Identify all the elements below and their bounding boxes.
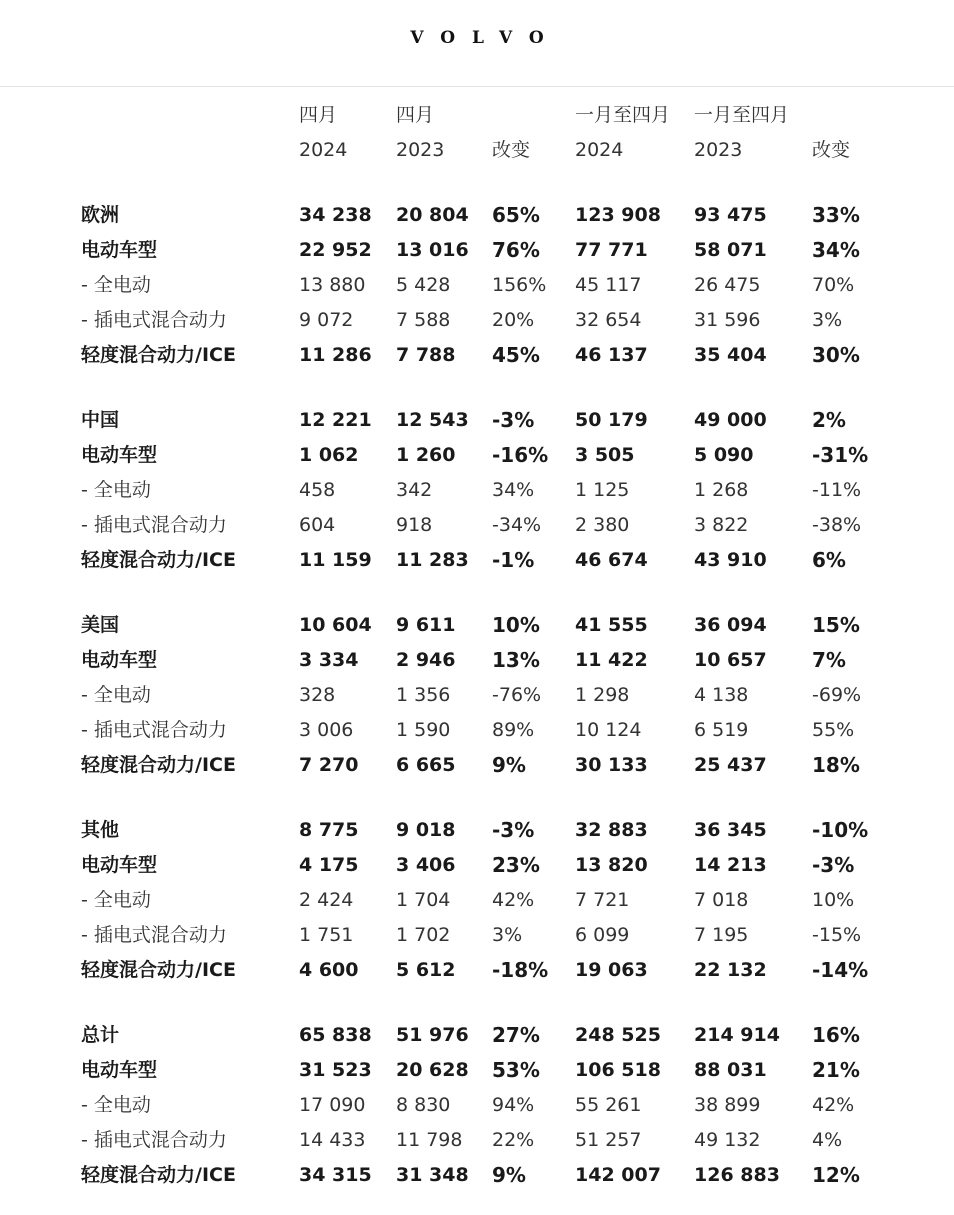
row-label: - 插电式混合动力 [81,514,227,536]
table-cell: 13 880 [299,274,366,296]
row-label: 电动车型 [81,239,158,261]
table-row [0,338,954,373]
table-cell: 14 213 [694,854,767,876]
table-cell: 34 315 [299,1164,372,1186]
page-header [0,0,954,87]
table-row [0,848,954,883]
header-cell: 四月 [396,104,435,126]
table-cell: 1 590 [396,719,451,741]
table-cell: 10 124 [575,719,642,741]
table-cell: -38% [812,514,862,536]
table-row [0,1088,954,1123]
table-cell: 1 751 [299,924,354,946]
table-row [0,233,954,268]
table-row [0,543,954,578]
table-cell: 42% [492,889,535,911]
table-cell: 20% [492,309,535,331]
table-cell: 21% [812,1058,860,1082]
table-cell: 2 380 [575,514,630,536]
table-cell: 13 016 [396,239,469,261]
table-row [0,1158,954,1193]
table-cell: -10% [812,818,869,842]
table-cell: 22 952 [299,239,372,261]
table-cell: 9 611 [396,614,456,636]
table-cell: 15% [812,613,860,637]
table-cell: 3 406 [396,854,456,876]
table-row [0,643,954,678]
row-label: - 插电式混合动力 [81,924,227,946]
table-cell: 9% [492,753,526,777]
table-cell: -69% [812,684,862,706]
table-cell: 342 [396,479,433,501]
table-cell: 65% [492,203,540,227]
table-cell: 1 356 [396,684,451,706]
table-cell: -16% [492,443,549,467]
table-cell: 3 505 [575,444,635,466]
table-cell: 5 428 [396,274,451,296]
table-cell: -11% [812,479,862,501]
table-cell: -34% [492,514,542,536]
table-cell: 23% [492,853,540,877]
table-row [0,508,954,543]
table-cell: 31 348 [396,1164,469,1186]
table-cell: 88 031 [694,1059,767,1081]
row-label: - 插电式混合动力 [81,1129,227,1151]
header-cell: 一月至四月 [694,104,790,126]
row-label: 轻度混合动力/ICE [81,344,236,366]
row-label: 总计 [81,1024,120,1046]
row-label: 轻度混合动力/ICE [81,549,236,571]
table-cell: 42% [812,1094,855,1116]
table-cell: -31% [812,443,869,467]
table-cell: 55 261 [575,1094,642,1116]
table-cell: 46 674 [575,549,648,571]
table-cell: 20 628 [396,1059,469,1081]
table-cell: 33% [812,203,860,227]
table-row-region [0,608,954,643]
table-cell: 1 062 [299,444,359,466]
table-cell: 19 063 [575,959,648,981]
table-cell: 5 612 [396,959,456,981]
row-label: 电动车型 [81,854,158,876]
table-row [0,953,954,988]
header-cell: 改变 [492,139,531,161]
table-cell: 4 175 [299,854,359,876]
table-cell: 142 007 [575,1164,661,1186]
table-cell: 30 133 [575,754,648,776]
table-cell: 14 433 [299,1129,366,1151]
table-cell: 6 665 [396,754,456,776]
table-cell: 12 543 [396,409,469,431]
table-cell: 35 404 [694,344,767,366]
table-cell: 13 820 [575,854,648,876]
table-cell: 10% [492,613,540,637]
table-cell: 18% [812,753,860,777]
table-cell: 50 179 [575,409,648,431]
table-cell: 31 596 [694,309,761,331]
row-label: 电动车型 [81,444,158,466]
table-cell: 10 604 [299,614,372,636]
volvo-logo: VOLVO [410,28,561,48]
table-cell: 11 283 [396,549,469,571]
table-cell: 38 899 [694,1094,761,1116]
table-cell: 45% [492,343,540,367]
header-cell: 2024 [575,139,624,161]
table-cell: -18% [492,958,549,982]
table-cell: 49 132 [694,1129,761,1151]
row-label: - 全电动 [81,889,151,911]
row-label: 轻度混合动力/ICE [81,959,236,981]
table-row [0,473,954,508]
table-cell: 156% [492,274,547,296]
table-cell: 58 071 [694,239,767,261]
table-cell: 6% [812,548,846,572]
table-cell: 8 830 [396,1094,451,1116]
table-cell: -1% [492,548,535,572]
table-row-region [0,198,954,233]
row-label: - 全电动 [81,684,151,706]
table-cell: 7 588 [396,309,451,331]
header-row-period [0,98,954,133]
table-cell: 30% [812,343,860,367]
table-cell: 1 125 [575,479,630,501]
table-cell: 10% [812,889,855,911]
table-row [0,303,954,338]
table-cell: 2 946 [396,649,456,671]
header-row-year [0,133,954,168]
table-cell: -15% [812,924,862,946]
table-cell: 34% [492,479,535,501]
table-cell: 328 [299,684,336,706]
table-cell: 25 437 [694,754,767,776]
table-cell: 7 721 [575,889,630,911]
header-cell: 一月至四月 [575,104,671,126]
table-cell: 3% [492,924,523,946]
table-cell: 5 090 [694,444,754,466]
table-cell: 11 798 [396,1129,463,1151]
row-label: - 插电式混合动力 [81,719,227,741]
table-row-region [0,1018,954,1053]
table-cell: 93 475 [694,204,767,226]
row-label: - 全电动 [81,479,151,501]
table-cell: 7% [812,648,846,672]
table-cell: 7 195 [694,924,749,946]
table-row-region [0,403,954,438]
header-cell: 2024 [299,139,348,161]
table-cell: 22 132 [694,959,767,981]
table-cell: 27% [492,1023,540,1047]
table-cell: 17 090 [299,1094,366,1116]
header-cell: 2023 [694,139,743,161]
row-label: - 插电式混合动力 [81,309,227,331]
table-cell: 11 422 [575,649,648,671]
row-label: - 全电动 [81,1094,151,1116]
table-row [0,748,954,783]
table-cell: 126 883 [694,1164,780,1186]
row-label: 中国 [81,409,120,431]
row-label: 轻度混合动力/ICE [81,1164,236,1186]
table-cell: 32 883 [575,819,648,841]
table-cell: 3 006 [299,719,354,741]
table-cell: 51 257 [575,1129,642,1151]
table-cell: 2 424 [299,889,354,911]
table-cell: 7 270 [299,754,359,776]
table-cell: 4 600 [299,959,359,981]
table-row [0,918,954,953]
table-row [0,1123,954,1158]
table-cell: 36 345 [694,819,767,841]
table-cell: 1 260 [396,444,456,466]
table-cell: 9 072 [299,309,354,331]
table-cell: 94% [492,1094,535,1116]
table-cell: 4 138 [694,684,749,706]
table-cell: 1 704 [396,889,451,911]
table-cell: -3% [812,853,855,877]
table-cell: 55% [812,719,855,741]
header-cell: 2023 [396,139,445,161]
row-label: 欧洲 [81,204,120,226]
table-cell: 918 [396,514,433,536]
table-cell: 53% [492,1058,540,1082]
table-cell: -3% [492,818,535,842]
table-row [0,713,954,748]
table-cell: 458 [299,479,336,501]
table-cell: 41 555 [575,614,648,636]
table-cell: 13% [492,648,540,672]
table-cell: -14% [812,958,869,982]
row-label: 电动车型 [81,649,158,671]
table-cell: 10 657 [694,649,767,671]
row-label: 轻度混合动力/ICE [81,754,236,776]
table-cell: 1 702 [396,924,451,946]
table-cell: 32 654 [575,309,642,331]
table-cell: 1 268 [694,479,749,501]
table-cell: 1 298 [575,684,630,706]
table-row-region [0,813,954,848]
table-cell: 43 910 [694,549,767,571]
table-cell: 6 519 [694,719,749,741]
table-cell: 11 286 [299,344,372,366]
table-row [0,678,954,713]
table-row [0,268,954,303]
table-row [0,1053,954,1088]
table-cell: 123 908 [575,204,661,226]
table-cell: 51 976 [396,1024,469,1046]
row-label: 美国 [81,614,120,636]
header-cell: 四月 [299,104,338,126]
table-cell: 3% [812,309,843,331]
table-cell: 3 334 [299,649,359,671]
table-cell: 9 018 [396,819,456,841]
table-cell: 11 159 [299,549,372,571]
table-cell: 26 475 [694,274,761,296]
table-cell: 45 117 [575,274,642,296]
table-cell: 3 822 [694,514,749,536]
table-cell: 77 771 [575,239,648,261]
header-cell: 改变 [812,139,851,161]
table-cell: 65 838 [299,1024,372,1046]
table-cell: 214 914 [694,1024,780,1046]
table-cell: 34 238 [299,204,372,226]
table-cell: 34% [812,238,860,262]
table-cell: 604 [299,514,336,536]
table-row [0,438,954,473]
table-cell: 16% [812,1023,860,1047]
table-cell: 49 000 [694,409,767,431]
table-cell: 106 518 [575,1059,661,1081]
table-cell: 36 094 [694,614,767,636]
table-cell: 248 525 [575,1024,661,1046]
table-cell: 8 775 [299,819,359,841]
table-cell: 9% [492,1163,526,1187]
table-cell: 46 137 [575,344,648,366]
table-cell: 70% [812,274,855,296]
table-cell: 12% [812,1163,860,1187]
table-cell: 12 221 [299,409,372,431]
table-row [0,883,954,918]
table-cell: -76% [492,684,542,706]
row-label: 电动车型 [81,1059,158,1081]
table-cell: 6 099 [575,924,630,946]
table-cell: 89% [492,719,535,741]
row-label: 其他 [81,819,120,841]
row-label: - 全电动 [81,274,151,296]
table-cell: 22% [492,1129,535,1151]
table-cell: 31 523 [299,1059,372,1081]
table-cell: 4% [812,1129,843,1151]
table-cell: 7 788 [396,344,456,366]
table-cell: -3% [492,408,535,432]
table-cell: 2% [812,408,846,432]
table-cell: 76% [492,238,540,262]
table-cell: 7 018 [694,889,749,911]
table-cell: 20 804 [396,204,469,226]
